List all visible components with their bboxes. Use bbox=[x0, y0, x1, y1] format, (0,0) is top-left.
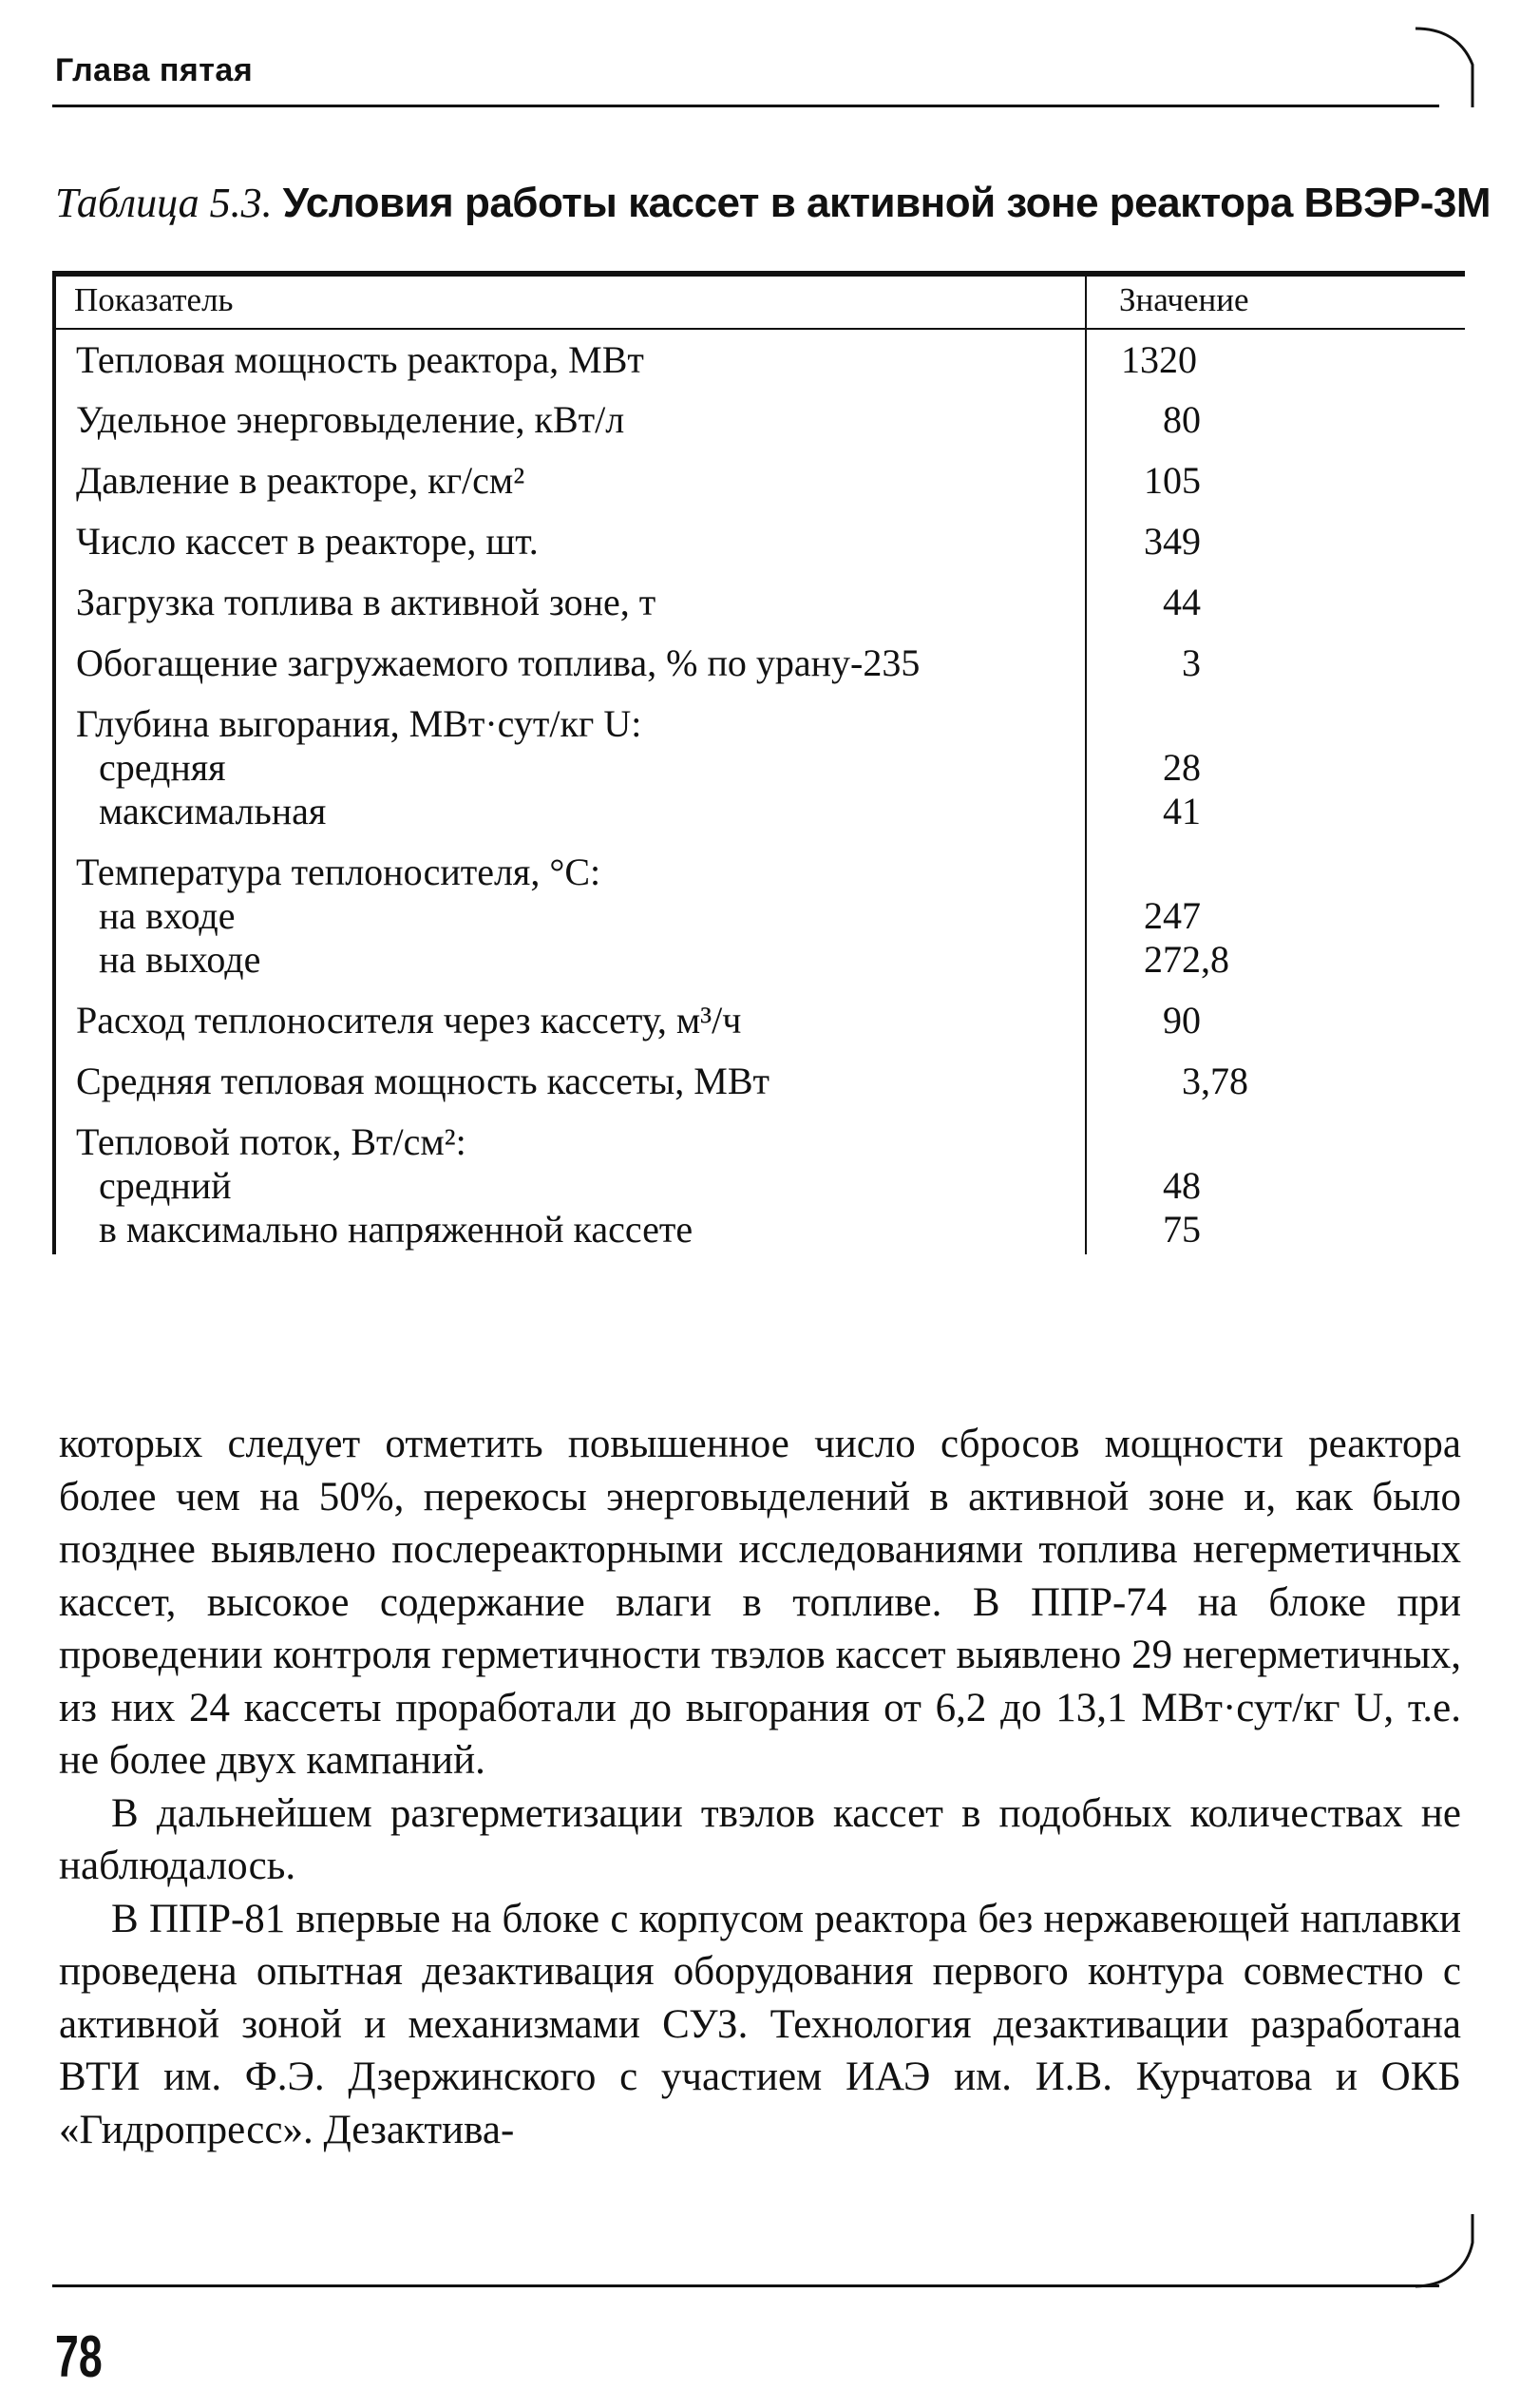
table-row-value: 105 bbox=[1144, 459, 1201, 502]
footer-corner-curve bbox=[1416, 2214, 1482, 2290]
table-row-param: Давление в реакторе, кг/см² bbox=[76, 459, 525, 502]
header-rule bbox=[52, 105, 1439, 107]
table-subrow-value: 272,8 bbox=[1144, 938, 1229, 981]
table-row-value: 349 bbox=[1144, 520, 1201, 563]
paragraph: В ППР-81 впервые на блоке с корпусом реактора без нержавеющей наплавки проведена опытная дезактивация оборудования первого контура совместно с активной зоной и механизмами СУЗ. Технология дезактивации разработана ВТИ им. Ф.Э. Дзержинского с участием ИАЭ им. И.В. Курчатова и ОКБ «Гидропресс». Дезактива- bbox=[59, 1896, 1461, 2152]
table-row-value: 44 bbox=[1163, 581, 1201, 623]
table-row-value: 3,78 bbox=[1182, 1060, 1248, 1102]
table-subrow-value: 75 bbox=[1163, 1208, 1201, 1251]
page-number: 78 bbox=[55, 2324, 103, 2390]
table-row-value: 80 bbox=[1163, 398, 1201, 441]
table-row-param: Температура теплоносителя, °С: bbox=[76, 850, 601, 893]
table-row-param: Средняя тепловая мощность кассеты, МВт bbox=[76, 1060, 770, 1102]
table-row-param: Тепловая мощность реактора, МВт bbox=[76, 338, 644, 381]
table-caption bbox=[55, 179, 1491, 227]
table-row-value: 3 bbox=[1182, 641, 1201, 684]
table-row-param: Число кассет в реакторе, шт. bbox=[76, 520, 539, 563]
header-corner-curve bbox=[1416, 27, 1482, 112]
table-subrow-value: 41 bbox=[1163, 790, 1201, 832]
footer-rule bbox=[52, 2284, 1439, 2287]
table-caption-label: Таблица 5.3. bbox=[55, 180, 273, 226]
chapter-title: Глава пятая bbox=[55, 52, 254, 88]
table-row-value: 1320 bbox=[1121, 338, 1197, 381]
column-header-parameter: Показатель bbox=[74, 281, 234, 318]
table-row-param: Удельное энерговыделение, кВт/л bbox=[76, 398, 625, 441]
table-row-param: Расход теплоносителя через кассету, м³/ч bbox=[76, 999, 742, 1042]
table-top-rule bbox=[52, 271, 1465, 277]
table-header-rule bbox=[52, 328, 1465, 330]
table-row-param: Глубина выгорания, МВт·сут/кг U: bbox=[76, 702, 642, 745]
table-subrow-value: 247 bbox=[1144, 894, 1201, 937]
table-subrow-param: на входе bbox=[99, 894, 236, 937]
table-subrow-param: в максимально напряженной кассете bbox=[99, 1208, 694, 1251]
table-row-param: Тепловой поток, Вт/см²: bbox=[76, 1120, 466, 1163]
table-caption-text: Условия работы кассет в активной зоне реактора ВВЭР-3М bbox=[282, 180, 1492, 226]
table-row-param: Загрузка топлива в активной зоне, т bbox=[76, 581, 656, 623]
table-subrow-value: 28 bbox=[1163, 746, 1201, 789]
table-row-param: Обогащение загружаемого топлива, % по урану-235 bbox=[76, 641, 921, 684]
table-subrow-param: средний bbox=[99, 1164, 232, 1207]
table-row-value: 90 bbox=[1163, 999, 1201, 1042]
table-column-rule bbox=[1085, 271, 1087, 1254]
table-subrow-param: максимальная bbox=[99, 790, 327, 832]
table-subrow-value: 48 bbox=[1163, 1164, 1201, 1207]
table-left-rule bbox=[52, 271, 56, 1254]
paragraph: В дальнейшем разгерметизации твэлов кассет в подобных количествах не наблюдалось. bbox=[59, 1790, 1461, 1888]
table-subrow-param: на выходе bbox=[99, 938, 261, 981]
paragraph: которых следует отметить повышенное число сбросов мощности реактора более чем на 50%, перекосы энерговыделений в активной зоне и, как было позднее выявлено послереакторными исследованиями топлива негерметичных кассет, высокое содержание влаги в топливе. В ППР-74 на блоке при проведении контроля герметичности твэлов кассет выявлено 29 негерметичных, из них 24 кассеты проработали до выгорания от 6,2 до 13,1 МВт·сут/кг U, т.е. не более двух кампаний. bbox=[59, 1422, 1461, 1783]
body-text bbox=[59, 1418, 1461, 2156]
table-subrow-param: средняя bbox=[99, 746, 226, 789]
column-header-value: Значение bbox=[1119, 281, 1249, 318]
